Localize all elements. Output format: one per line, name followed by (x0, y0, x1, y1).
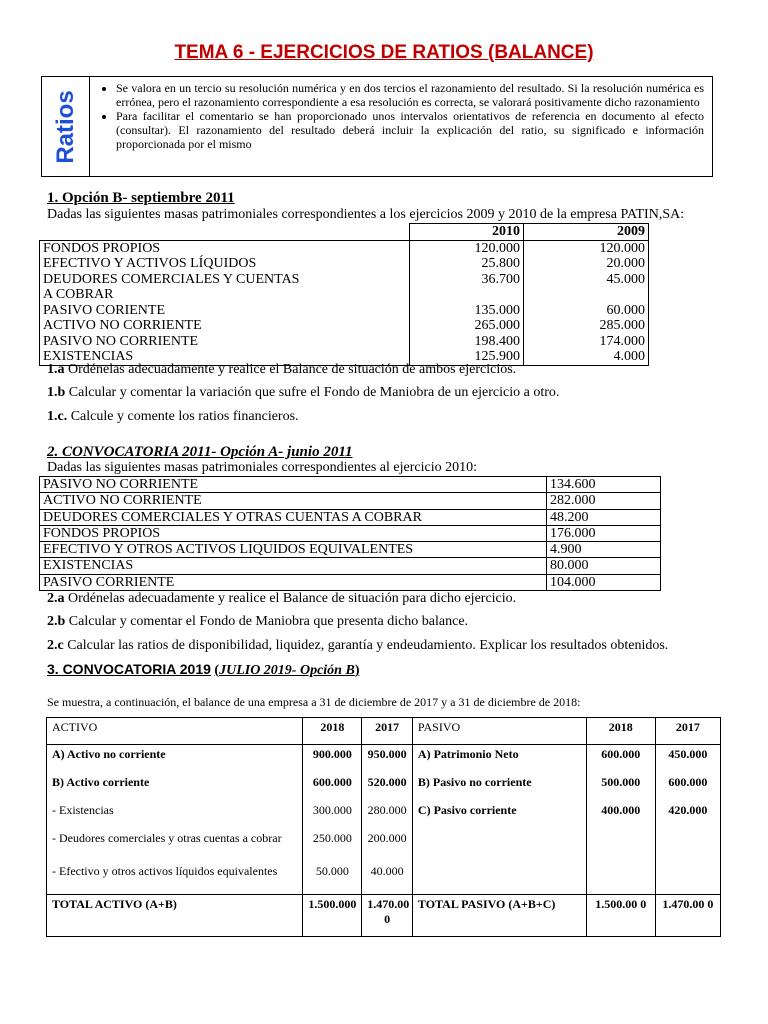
table-cell: 200.000 (362, 829, 413, 862)
table-cell: ACTIVO (47, 718, 303, 745)
table-cell: 198.400 (410, 334, 524, 350)
table-row (47, 773, 721, 801)
table-cell: A COBRAR (40, 287, 410, 303)
table-row (40, 318, 649, 334)
table-cell: 600.000 (655, 773, 720, 801)
table-row (40, 509, 661, 525)
table-row (47, 862, 721, 895)
table-cell: 134.600 (547, 477, 661, 493)
table-row (47, 829, 721, 862)
table-cell: 285.000 (524, 318, 649, 334)
table-cell: 48.200 (547, 509, 661, 525)
table-cell: EXISTENCIAS (40, 558, 547, 574)
table-cell: PASIVO (412, 718, 586, 745)
table-cell: 1.470.00 0 (362, 895, 413, 937)
table-cell (586, 829, 655, 862)
ex1-col-2009: 2009 (524, 224, 649, 241)
table-cell: DEUDORES COMERCIALES Y OTRAS CUENTAS A COBRAR (40, 509, 547, 525)
table-row (40, 493, 661, 509)
table-cell: - Existencias (47, 801, 303, 829)
ex3-heading-main: 3. CONVOCATORIA 2019 (47, 661, 211, 677)
table-cell: 40.000 (362, 862, 413, 895)
table-cell (412, 862, 586, 895)
table-cell: 900.000 (303, 745, 362, 773)
table-cell: 250.000 (303, 829, 362, 862)
table-cell: 400.000 (586, 801, 655, 829)
table-cell: 282.000 (547, 493, 661, 509)
table-cell (410, 287, 524, 303)
table-cell: 300.000 (303, 801, 362, 829)
table-cell: 1.500.00 0 (586, 895, 655, 937)
table-row (47, 745, 721, 773)
table-cell: TOTAL ACTIVO (A+B) (47, 895, 303, 937)
table-row (47, 801, 721, 829)
table-cell: 500.000 (586, 773, 655, 801)
table-row (40, 525, 661, 541)
ratios-side-label (42, 77, 90, 176)
table-cell: 174.000 (524, 334, 649, 350)
table-cell: A) Patrimonio Neto (412, 745, 586, 773)
table-cell (40, 224, 410, 241)
table-row (40, 287, 649, 303)
table-cell: 125.900 (410, 349, 524, 365)
table-cell: 20.000 (524, 256, 649, 272)
ratios-bullet-list (90, 77, 712, 176)
table-cell: 2017 (362, 718, 413, 745)
table-cell: 520.000 (362, 773, 413, 801)
table-cell: PASIVO NO CORRIENTE (40, 477, 547, 493)
ratios-bullet: • Se valora en un tercio su resolución numérica y en dos tercios el razonamiento del resultado. Si la resolución numérica es errónea, pero el razonamiento correspondiente a esa resolución es correcta, se valorará positivamente dicho razonamiento (116, 81, 704, 109)
table-cell: 950.000 (362, 745, 413, 773)
ratios-bullet: • Para facilitar el comentario se han proporcionado unos intervalos orientativos de referencia en documento al efecto (consultar). El razonamiento del resultado deberá incluir la explicación del ratio, su significado e información proporcionada por el mismo (116, 109, 704, 151)
table-cell: 176.000 (547, 525, 661, 541)
ratios-label-text: Ratios (51, 89, 79, 164)
table-cell: 2018 (586, 718, 655, 745)
ex3-intro: Se muestra, a continuación, el balance de una empresa a 31 de diciembre de 2017 y a 31 de diciembre de 2018: (47, 695, 581, 709)
ex1-intro: Dadas las siguientes masas patrimoniales correspondientes a los ejercicios 2009 y 2010 de la empresa PATIN,SA: (47, 207, 685, 222)
table-cell: 80.000 (547, 558, 661, 574)
table-cell: 45.000 (524, 272, 649, 288)
table-row (40, 240, 649, 256)
table-cell: 2018 (303, 718, 362, 745)
table-cell: 600.000 (303, 773, 362, 801)
ex1-table (39, 223, 649, 366)
table-cell: 36.700 (410, 272, 524, 288)
table-cell: 120.000 (524, 240, 649, 256)
ex1-col-2010: 2010 (410, 224, 524, 241)
table-row (40, 256, 649, 272)
table-cell: FONDOS PROPIOS (40, 240, 410, 256)
ex1-question-b: 1.b Calcular y comentar la variación que sufre el Fondo de Maniobra de un ejercicio a otro. (47, 385, 560, 400)
table-cell: ACTIVO NO CORRIENTE (40, 318, 410, 334)
table-cell: C) Pasivo corriente (412, 801, 586, 829)
table-cell (524, 287, 649, 303)
ex1-question-a: 1.a Ordénelas adecuadamente y realice el Balance de situación de ambos ejercicios. (47, 362, 517, 377)
table-row (40, 558, 661, 574)
table-cell: 120.000 (410, 240, 524, 256)
ex2-question-c: 2.c Calcular las ratios de disponibilidad, liquidez, garantía y endeudamiento. Explicar los resultados obtenidos. (47, 638, 669, 653)
table-cell: B) Pasivo no corriente (412, 773, 586, 801)
table-cell: 1.470.00 0 (655, 895, 720, 937)
table-cell (655, 862, 720, 895)
table-cell: 265.000 (410, 318, 524, 334)
table-cell: 25.800 (410, 256, 524, 272)
table-cell: 4.000 (524, 349, 649, 365)
page-title: TEMA 6 - EJERCICIOS DE RATIOS (BALANCE) (174, 42, 594, 63)
table-cell: PASIVO NO CORRIENTE (40, 334, 410, 350)
ex2-table (39, 476, 661, 591)
table-cell: 450.000 (655, 745, 720, 773)
ex3-balance-table (46, 717, 721, 937)
table-cell: B) Activo corriente (47, 773, 303, 801)
table-cell: DEUDORES COMERCIALES Y CUENTAS (40, 272, 410, 288)
table-cell (586, 862, 655, 895)
table-cell: EFECTIVO Y ACTIVOS LÍQUIDOS (40, 256, 410, 272)
table-cell: ACTIVO NO CORRIENTE (40, 493, 547, 509)
table-cell: 2017 (655, 718, 720, 745)
table-cell (412, 829, 586, 862)
ratios-note-box (41, 76, 713, 177)
table-cell: EFECTIVO Y OTROS ACTIVOS LIQUIDOS EQUIVALENTES (40, 542, 547, 558)
ex2-question-b: 2.b Calcular y comentar el Fondo de Maniobra que presenta dicho balance. (47, 614, 469, 629)
ex3-heading: 3. CONVOCATORIA 2019 (JULIO 2019- Opción B) (47, 661, 360, 678)
table-cell: PASIVO CORRIENTE (40, 574, 547, 590)
table-cell: 1.500.000 (303, 895, 362, 937)
ex2-intro: Dadas las siguientes masas patrimoniales correspondientes al ejercicio 2010: (47, 460, 477, 475)
ex3-heading-sub: JULIO 2019- Opción B (219, 663, 355, 678)
table-row (40, 477, 661, 493)
table-row (40, 574, 661, 590)
ex2-heading: 2. CONVOCATORIA 2011- Opción A- junio 2011 (47, 444, 353, 460)
table-cell: A) Activo no corriente (47, 745, 303, 773)
table-cell: EXISTENCIAS (40, 349, 410, 365)
table-cell: FONDOS PROPIOS (40, 525, 547, 541)
table-cell: 280.000 (362, 801, 413, 829)
table-row (40, 542, 661, 558)
table-cell: 104.000 (547, 574, 661, 590)
table-cell: 600.000 (586, 745, 655, 773)
table-cell: - Deudores comerciales y otras cuentas a cobrar (47, 829, 303, 862)
ex1-heading: 1. Opción B- septiembre 2011 (47, 190, 235, 206)
table-row (40, 334, 649, 350)
ex2-question-a: 2.a Ordénelas adecuadamente y realice el Balance de situación para dicho ejercicio. (47, 591, 517, 606)
table-row (47, 718, 721, 745)
table-row (40, 272, 649, 288)
table-cell: - Efectivo y otros activos líquidos equivalentes (47, 862, 303, 895)
table-cell: TOTAL PASIVO (A+B+C) (412, 895, 586, 937)
table-row (47, 895, 721, 937)
table-cell: 420.000 (655, 801, 720, 829)
table-cell: 50.000 (303, 862, 362, 895)
table-cell: 4.900 (547, 542, 661, 558)
table-cell (655, 829, 720, 862)
table-row (40, 303, 649, 319)
table-cell: 60.000 (524, 303, 649, 319)
table-cell: 135.000 (410, 303, 524, 319)
table-cell: PASIVO CORIENTE (40, 303, 410, 319)
ex1-question-c: 1.c. Calcule y comente los ratios financieros. (47, 409, 299, 424)
